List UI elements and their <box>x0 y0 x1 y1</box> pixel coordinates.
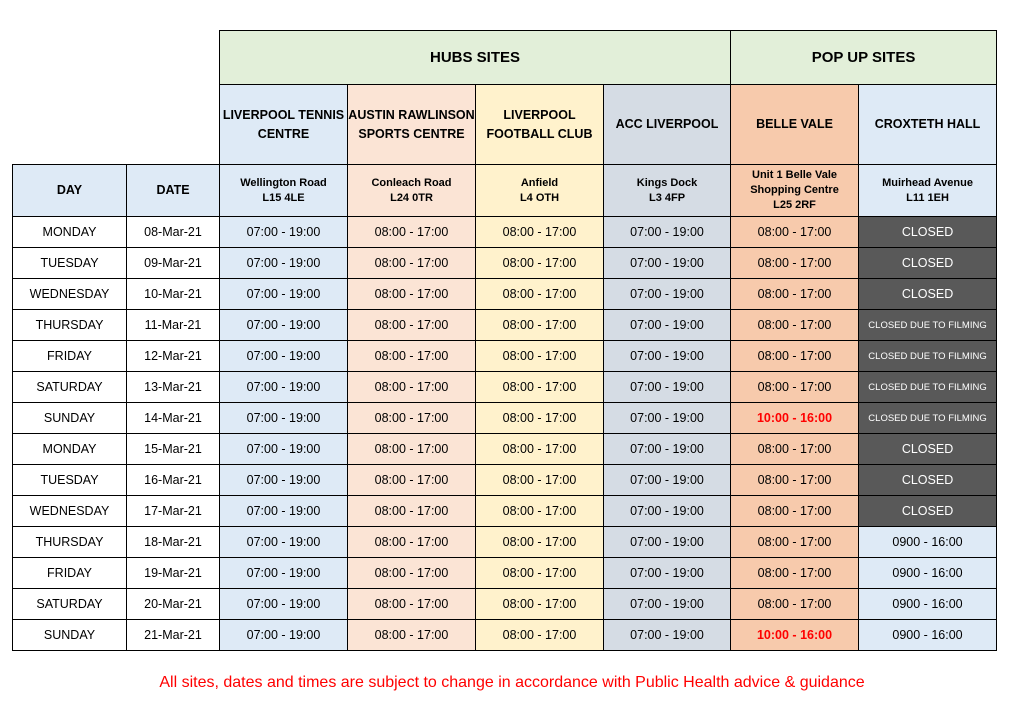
date-cell: 09-Mar-21 <box>127 248 220 279</box>
time-cell: 08:00 - 17:00 <box>348 217 476 248</box>
time-cell: 08:00 - 17:00 <box>348 310 476 341</box>
time-cell: CLOSED <box>859 217 997 248</box>
time-cell: 08:00 - 17:00 <box>476 279 604 310</box>
time-cell: CLOSED DUE TO FILMING <box>859 341 997 372</box>
schedule-table <box>12 30 997 651</box>
time-cell: 07:00 - 19:00 <box>220 403 348 434</box>
time-cell: 08:00 - 17:00 <box>476 465 604 496</box>
time-cell: 07:00 - 19:00 <box>220 341 348 372</box>
date-cell: 18-Mar-21 <box>127 527 220 558</box>
time-cell: 08:00 - 17:00 <box>348 465 476 496</box>
time-cell: CLOSED DUE TO FILMING <box>859 372 997 403</box>
day-cell: MONDAY <box>13 217 127 248</box>
day-cell: SATURDAY <box>13 372 127 403</box>
table-row <box>13 403 997 434</box>
table-row <box>13 465 997 496</box>
site-name-line: AUSTIN RAWLINSON <box>348 107 475 122</box>
time-cell: 0900 - 16:00 <box>859 589 997 620</box>
time-cell: 07:00 - 19:00 <box>604 527 731 558</box>
table-row <box>13 558 997 589</box>
time-cell: 07:00 - 19:00 <box>220 496 348 527</box>
table-row <box>13 341 997 372</box>
time-cell: 07:00 - 19:00 <box>220 434 348 465</box>
time-cell: 08:00 - 17:00 <box>731 496 859 527</box>
time-cell: 08:00 - 17:00 <box>476 620 604 651</box>
day-cell: THURSDAY <box>13 527 127 558</box>
site-name-line: ACC LIVERPOOL <box>615 117 719 131</box>
time-cell: 08:00 - 17:00 <box>731 217 859 248</box>
time-cell: 08:00 - 17:00 <box>476 589 604 620</box>
time-cell: 0900 - 16:00 <box>859 558 997 589</box>
time-cell: 07:00 - 19:00 <box>220 465 348 496</box>
time-cell: CLOSED <box>859 434 997 465</box>
time-cell: 08:00 - 17:00 <box>476 527 604 558</box>
site-address-line: L11 1EH <box>906 191 949 204</box>
site-name-line: LIVERPOOL <box>503 107 576 122</box>
time-cell: 07:00 - 19:00 <box>604 496 731 527</box>
day-cell: THURSDAY <box>13 310 127 341</box>
table-row <box>13 372 997 403</box>
time-cell: 07:00 - 19:00 <box>220 279 348 310</box>
date-cell: 08-Mar-21 <box>127 217 220 248</box>
site-name-line: FOOTBALL CLUB <box>486 126 593 141</box>
day-cell: MONDAY <box>13 434 127 465</box>
site-name-line: SPORTS CENTRE <box>358 126 465 141</box>
date-cell: 21-Mar-21 <box>127 620 220 651</box>
site-address-cell <box>476 165 604 217</box>
time-cell: CLOSED <box>859 248 997 279</box>
site-name-cell <box>476 85 604 165</box>
site-address-line: Wellington Road <box>240 176 327 189</box>
time-cell: 10:00 - 16:00 <box>731 620 859 651</box>
time-cell: 07:00 - 19:00 <box>604 620 731 651</box>
group-header-row <box>13 31 997 85</box>
site-address-cell <box>859 165 997 217</box>
time-cell: 08:00 - 17:00 <box>348 558 476 589</box>
date-cell: 10-Mar-21 <box>127 279 220 310</box>
day-cell: SUNDAY <box>13 403 127 434</box>
site-address-line: Conleach Road <box>371 176 452 189</box>
site-address-line: L3 4FP <box>648 191 686 204</box>
site-address-cell <box>220 165 348 217</box>
table-row <box>13 248 997 279</box>
time-cell: 08:00 - 17:00 <box>731 558 859 589</box>
time-cell: 07:00 - 19:00 <box>604 217 731 248</box>
table-row <box>13 620 997 651</box>
date-cell: 13-Mar-21 <box>127 372 220 403</box>
time-cell: CLOSED <box>859 465 997 496</box>
site-address-cell <box>604 165 731 217</box>
date-cell: 20-Mar-21 <box>127 589 220 620</box>
time-cell: 07:00 - 19:00 <box>220 558 348 589</box>
time-cell: 08:00 - 17:00 <box>348 589 476 620</box>
time-cell: 07:00 - 19:00 <box>604 341 731 372</box>
time-cell: 08:00 - 17:00 <box>348 372 476 403</box>
site-name-line: CENTRE <box>257 126 310 141</box>
time-cell: 07:00 - 19:00 <box>604 403 731 434</box>
day-cell: SATURDAY <box>13 589 127 620</box>
date-cell: 12-Mar-21 <box>127 341 220 372</box>
day-cell: TUESDAY <box>13 465 127 496</box>
time-cell: 08:00 - 17:00 <box>476 434 604 465</box>
address-row <box>13 165 997 217</box>
date-column-header: DATE <box>127 165 220 217</box>
time-cell: 08:00 - 17:00 <box>476 341 604 372</box>
time-cell: 08:00 - 17:00 <box>731 372 859 403</box>
time-cell: 08:00 - 17:00 <box>348 496 476 527</box>
time-cell: 08:00 - 17:00 <box>476 372 604 403</box>
site-address-line: L25 2RF <box>773 199 816 211</box>
date-cell: 19-Mar-21 <box>127 558 220 589</box>
hubs-sites-header: HUBS SITES <box>220 31 731 85</box>
footnote: All sites, dates and times are subject to change in accordance with Public Health advice & guidance <box>159 674 865 691</box>
time-cell: 08:00 - 17:00 <box>476 217 604 248</box>
time-cell: 07:00 - 19:00 <box>604 465 731 496</box>
table-row <box>13 279 997 310</box>
time-cell: 07:00 - 19:00 <box>220 217 348 248</box>
table-row <box>13 496 997 527</box>
time-cell: 08:00 - 17:00 <box>731 279 859 310</box>
blank-corner <box>13 85 220 165</box>
time-cell: 07:00 - 19:00 <box>220 372 348 403</box>
table-row <box>13 434 997 465</box>
table-row <box>13 527 997 558</box>
time-cell: 08:00 - 17:00 <box>348 527 476 558</box>
site-name-row <box>13 85 997 165</box>
table-row <box>13 217 997 248</box>
time-cell: 07:00 - 19:00 <box>604 372 731 403</box>
time-cell: 08:00 - 17:00 <box>348 279 476 310</box>
site-name-line: LIVERPOOL TENNIS <box>222 107 345 122</box>
site-address-line: Muirhead Avenue <box>882 176 973 189</box>
popup-sites-header: POP UP SITES <box>731 31 997 85</box>
time-cell: 08:00 - 17:00 <box>476 496 604 527</box>
time-cell: CLOSED <box>859 496 997 527</box>
day-cell: TUESDAY <box>13 248 127 279</box>
time-cell: 08:00 - 17:00 <box>348 403 476 434</box>
site-address-line: L15 4LE <box>262 191 305 204</box>
site-name-cell <box>731 85 859 165</box>
time-cell: 08:00 - 17:00 <box>731 465 859 496</box>
site-name-cell <box>220 85 348 165</box>
time-cell: 08:00 - 17:00 <box>476 558 604 589</box>
time-cell: 08:00 - 17:00 <box>476 248 604 279</box>
time-cell: 07:00 - 19:00 <box>220 527 348 558</box>
time-cell: 10:00 - 16:00 <box>731 403 859 434</box>
time-cell: 07:00 - 19:00 <box>220 620 348 651</box>
day-cell: WEDNESDAY <box>13 279 127 310</box>
day-cell: FRIDAY <box>13 341 127 372</box>
time-cell: 08:00 - 17:00 <box>731 341 859 372</box>
time-cell: 08:00 - 17:00 <box>731 248 859 279</box>
time-cell: 08:00 - 17:00 <box>731 589 859 620</box>
time-cell: 07:00 - 19:00 <box>604 434 731 465</box>
time-cell: CLOSED DUE TO FILMING <box>859 403 997 434</box>
time-cell: 08:00 - 17:00 <box>348 341 476 372</box>
site-name-line: CROXTETH HALL <box>874 117 981 131</box>
date-cell: 11-Mar-21 <box>127 310 220 341</box>
time-cell: 08:00 - 17:00 <box>348 620 476 651</box>
day-cell: SUNDAY <box>13 620 127 651</box>
time-cell: 08:00 - 17:00 <box>348 434 476 465</box>
time-cell: 07:00 - 19:00 <box>220 248 348 279</box>
site-name-cell <box>859 85 997 165</box>
site-address-line: Kings Dock <box>636 176 698 189</box>
day-column-header: DAY <box>13 165 127 217</box>
time-cell: 07:00 - 19:00 <box>604 279 731 310</box>
table-row <box>13 310 997 341</box>
time-cell: 08:00 - 17:00 <box>348 248 476 279</box>
site-name-cell <box>348 85 476 165</box>
time-cell: 07:00 - 19:00 <box>604 558 731 589</box>
table-row <box>13 589 997 620</box>
time-cell: 0900 - 16:00 <box>859 620 997 651</box>
time-cell: 07:00 - 19:00 <box>220 589 348 620</box>
time-cell: 07:00 - 19:00 <box>604 248 731 279</box>
site-name-cell <box>604 85 731 165</box>
time-cell: 08:00 - 17:00 <box>476 310 604 341</box>
time-cell: 08:00 - 17:00 <box>731 310 859 341</box>
time-cell: 07:00 - 19:00 <box>604 589 731 620</box>
day-cell: FRIDAY <box>13 558 127 589</box>
date-cell: 16-Mar-21 <box>127 465 220 496</box>
day-cell: WEDNESDAY <box>13 496 127 527</box>
site-address-cell <box>731 165 859 217</box>
site-name-line: BELLE VALE <box>756 117 833 131</box>
site-address-line: Shopping Centre <box>750 184 839 196</box>
date-cell: 14-Mar-21 <box>127 403 220 434</box>
time-cell: 08:00 - 17:00 <box>731 527 859 558</box>
time-cell: 07:00 - 19:00 <box>220 310 348 341</box>
site-address-line: Unit 1 Belle Vale <box>752 169 837 181</box>
site-address-line: L4 OTH <box>519 191 560 204</box>
time-cell: 08:00 - 17:00 <box>731 434 859 465</box>
date-cell: 17-Mar-21 <box>127 496 220 527</box>
time-cell: CLOSED DUE TO FILMING <box>859 310 997 341</box>
time-cell: 0900 - 16:00 <box>859 527 997 558</box>
site-address-line: L24 0TR <box>390 191 433 204</box>
site-address-cell <box>348 165 476 217</box>
time-cell: 08:00 - 17:00 <box>476 403 604 434</box>
site-address-line: Anfield <box>520 176 559 189</box>
time-cell: CLOSED <box>859 279 997 310</box>
date-cell: 15-Mar-21 <box>127 434 220 465</box>
time-cell: 07:00 - 19:00 <box>604 310 731 341</box>
blank-corner <box>13 31 220 85</box>
